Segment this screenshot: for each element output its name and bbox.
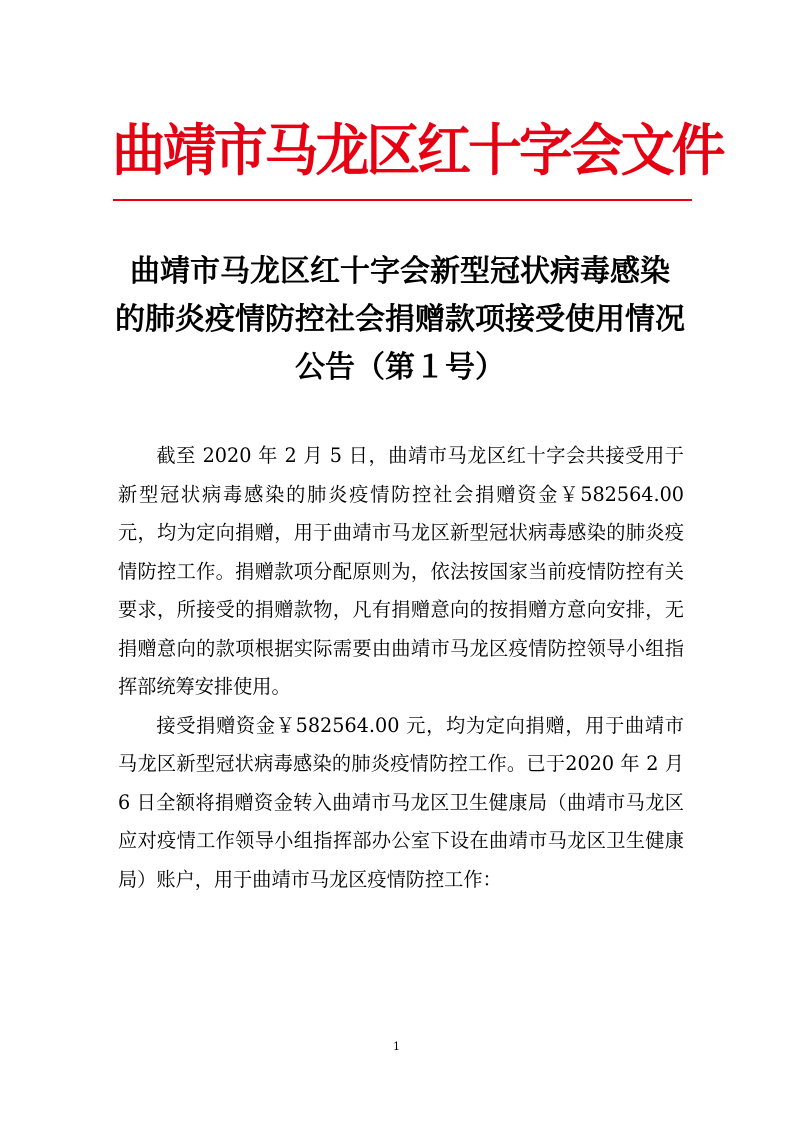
page-number: 1: [393, 1040, 400, 1053]
title-line-1: 曲靖市马龙区红十字会新型冠状病毒感染: [130, 254, 670, 289]
body-paragraph-1: 截至 2020 年 2 月 5 日，曲靖市马龙区红十字会共接受用于新型冠状病毒感染的肺炎疫情防控社会捐赠资金￥582564.00 元，均为定向捐赠，用于曲靖市马龙区新型冠状病毒感染的肺炎疫情防控工作。捐赠款项分配原则为，依法按国家当前疫情防控有关要求，所接受的捐赠款物，凡有捐赠意向的按捐赠方意向安排，无捐赠意向的款项根据实际需要由曲靖市马龙区疫情防控领导小组指挥部统筹安排使用。: [118, 444, 684, 698]
document-title: [100, 248, 700, 392]
body-paragraph-2: 接受捐赠资金￥582564.00 元，均为定向捐赠，用于曲靖市马龙区新型冠状病毒感染的肺炎疫情防控工作。已于2020 年 2 月 6 日全额将捐赠资金转入曲靖市马龙区卫生健康局（曲靖市马龙区应对疫情工作领导小组指挥部办公室下设在曲靖市马龙区卫生健康局）账户，用于曲靖市马龙区疫情防控工作：: [118, 713, 684, 891]
title-line-2: 的肺炎疫情防控社会捐赠款项接受使用情况: [115, 302, 685, 337]
document-body: [118, 437, 684, 899]
title-line-3: 公告（第１号）: [295, 350, 505, 385]
org-header-title: 曲靖市马龙区红十字会文件: [112, 118, 723, 184]
header-red-rule: [113, 199, 692, 201]
